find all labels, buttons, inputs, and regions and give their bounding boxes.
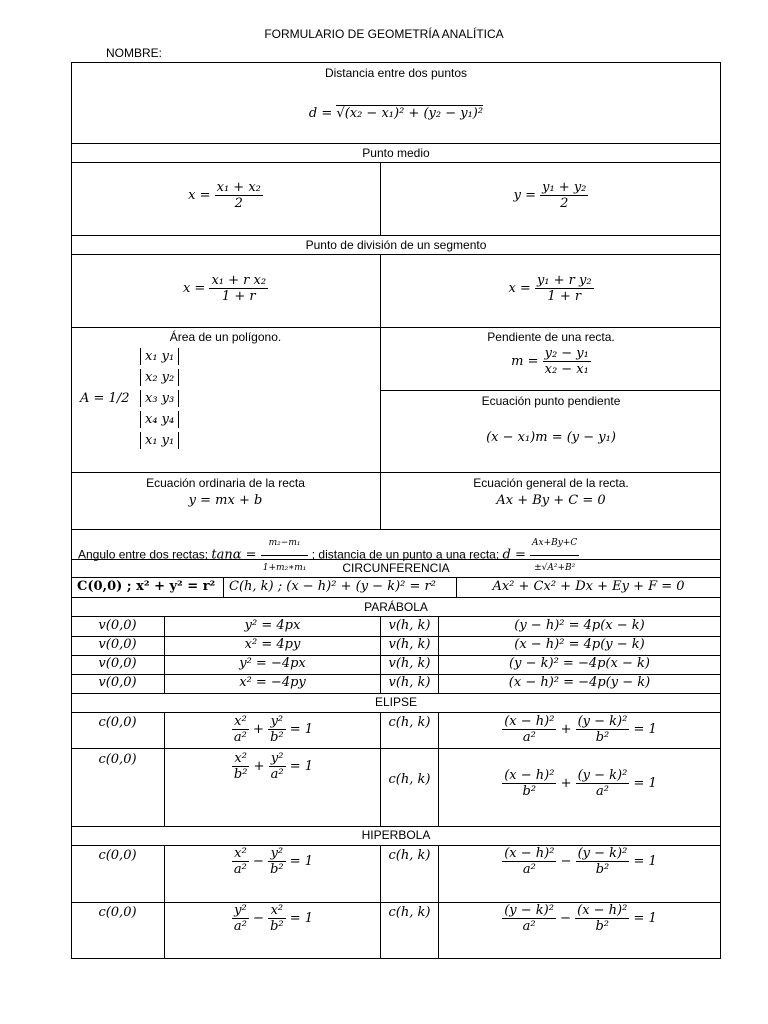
- elipse-equation-hk: $\frac{\text{(x − h)²}}{\text{a²}}$ + $\frac{\text{(y − k)²}}{\text{b²}}$ = 1: [504, 714, 657, 745]
- angulo-row: Angulo entre dos rectas; tanα = $\frac{\text{m₂−m₁}}{\text{1+m₂∗m₁}}$ ; distancia de un punto a una recta; d = $\frac{Ax+By+C}{\text{±√A²+B²}}$: [78, 531, 579, 580]
- circunferencia-centro: C(h, k) ; (x − h)² + (y − k)² = r²: [229, 579, 436, 594]
- rule: [71, 712, 721, 713]
- parabola-vertex-hk: v(h, k): [388, 675, 431, 690]
- ordinaria-formula: y = mx + b: [188, 493, 263, 508]
- circunferencia-heading: CIRCUNFERENCIA: [342, 561, 450, 575]
- elipse-center-origin: c(0,0): [98, 715, 137, 730]
- rule: [380, 390, 721, 391]
- general-formula: Ax + By + C = 0: [496, 493, 606, 508]
- circunferencia-origen: C(0,0) ; x² + y² = r²: [77, 579, 216, 594]
- parabola-equation-hk: (y − h)² = 4p(x − k): [514, 618, 645, 633]
- rule: [71, 616, 721, 617]
- elipse-equation: $\frac{\text{x²}}{\text{b²}}$ + $\frac{\text{y²}}{\text{a²}}$ = 1: [233, 751, 314, 782]
- elipse-center-hk: c(h, k): [388, 715, 431, 730]
- elipse-center-origin: c(0,0): [98, 752, 137, 767]
- rule: [71, 472, 721, 473]
- rule: [71, 143, 721, 144]
- hiperbola-center-origin: c(0,0): [98, 848, 137, 863]
- rule: [71, 162, 721, 163]
- parabola-vertex-hk: v(h, k): [388, 637, 431, 652]
- parabola-equation: x² = −4py: [239, 675, 306, 690]
- parabola-vertex-origin: v(0,0): [98, 675, 137, 690]
- area-matrix: x₁ y₁ x₂ y₂ x₃ y₃ x₄ y₄ x₁ y₁: [140, 346, 179, 451]
- parabola-vertex-origin: v(0,0): [98, 656, 137, 671]
- elipse-equation-hk: $\frac{\text{(x − h)²}}{\text{b²}}$ + $\frac{\text{(y − k)²}}{\text{a²}}$ = 1: [504, 768, 657, 799]
- rule: [223, 577, 224, 597]
- rule: [71, 62, 721, 63]
- rule: [71, 826, 721, 827]
- rule: [71, 958, 721, 959]
- pendiente-heading: Pendiente de una recta.: [487, 330, 615, 344]
- division-y: x = $\frac{\text{y₁ + r y₂}}{1 + r}$: [508, 273, 592, 304]
- parabola-equation: y² = −4px: [239, 656, 306, 671]
- rule: [71, 597, 721, 598]
- rule: [71, 693, 721, 694]
- division-x: x = $\frac{\text{x₁ + r x₂}}{1 + r}$: [182, 273, 267, 304]
- hiperbola-center-hk: c(h, k): [388, 905, 431, 920]
- elipse-equation: $\frac{\text{x²}}{\text{a²}}$ + $\frac{\text{y²}}{\text{b²}}$ = 1: [233, 714, 314, 745]
- punto-pendiente-formula: (x − x₁)m = (y − y₁): [486, 430, 616, 445]
- rule: [71, 748, 721, 749]
- page-title: FORMULARIO DE GEOMETRÍA ANALÍTICA: [264, 27, 504, 41]
- hiperbola-equation-hk: $\frac{\text{(x − h)²}}{\text{a²}}$ − $\frac{\text{(y − k)²}}{\text{b²}}$ = 1: [504, 846, 657, 877]
- punto-medio-x: x = $\frac{\text{x₁ + x₂}}{2}$: [188, 180, 261, 211]
- parabola-vertex-origin: v(0,0): [98, 637, 137, 652]
- elipse-center-hk: c(h, k): [388, 772, 431, 787]
- pendiente-formula: m = $\frac{\text{y₂ − y₁}}{\text{x₂ − x₁}}$: [511, 346, 589, 377]
- area-lhs: A = 1/2: [80, 391, 130, 406]
- parabola-heading: PARÁBOLA: [364, 600, 428, 614]
- parabola-vertex-hk: v(h, k): [388, 618, 431, 633]
- parabola-equation: x² = 4py: [244, 637, 301, 652]
- hiperbola-equation: $\frac{\text{x²}}{\text{a²}}$ − $\frac{\text{y²}}{\text{b²}}$ = 1: [233, 846, 314, 877]
- hiperbola-equation-hk: $\frac{\text{(y − k)²}}{\text{a²}}$ − $\frac{\text{(x − h)²}}{\text{b²}}$ = 1: [504, 903, 657, 934]
- distancia-formula: d = √(x₂ − x₁)² + (y₂ − y₁)²: [308, 106, 484, 121]
- division-heading: Punto de división de un segmento: [305, 238, 487, 252]
- ordinaria-heading: Ecuación ordinaria de la recta: [146, 476, 305, 490]
- general-heading: Ecuación general de la recta.: [473, 476, 629, 490]
- rule: [71, 254, 721, 255]
- parabola-equation-hk: (x − h)² = −4p(y − k): [508, 675, 651, 690]
- rule: [71, 327, 721, 328]
- circunferencia-general: Ax² + Cx² + Dx + Ey + F = 0: [492, 579, 685, 594]
- hiperbola-equation: $\frac{\text{y²}}{\text{a²}}$ − $\frac{\text{x²}}{\text{b²}}$ = 1: [233, 903, 314, 934]
- parabola-equation-hk: (x − h)² = 4p(y − k): [514, 637, 645, 652]
- parabola-vertex-hk: v(h, k): [388, 656, 431, 671]
- hiperbola-heading: HIPERBOLA: [361, 828, 431, 842]
- rule: [71, 235, 721, 236]
- distancia-heading: Distancia entre dos puntos: [324, 66, 468, 80]
- elipse-heading: ELIPSE: [374, 695, 418, 709]
- nombre-label: NOMBRE:: [106, 46, 163, 60]
- rule: [71, 529, 721, 530]
- hiperbola-center-origin: c(0,0): [98, 905, 137, 920]
- hiperbola-center-hk: c(h, k): [388, 848, 431, 863]
- parabola-equation: y² = 4px: [244, 618, 301, 633]
- area-heading: Área de un polígono.: [169, 330, 282, 344]
- punto-pendiente-heading: Ecuación punto pendiente: [481, 394, 621, 408]
- punto-medio-heading: Punto medio: [362, 146, 430, 160]
- punto-medio-y: y = $\frac{\text{y₁ + y₂}}{2}$: [513, 180, 587, 211]
- parabola-vertex-origin: v(0,0): [98, 618, 137, 633]
- parabola-equation-hk: (y − k)² = −4p(x − k): [509, 656, 650, 671]
